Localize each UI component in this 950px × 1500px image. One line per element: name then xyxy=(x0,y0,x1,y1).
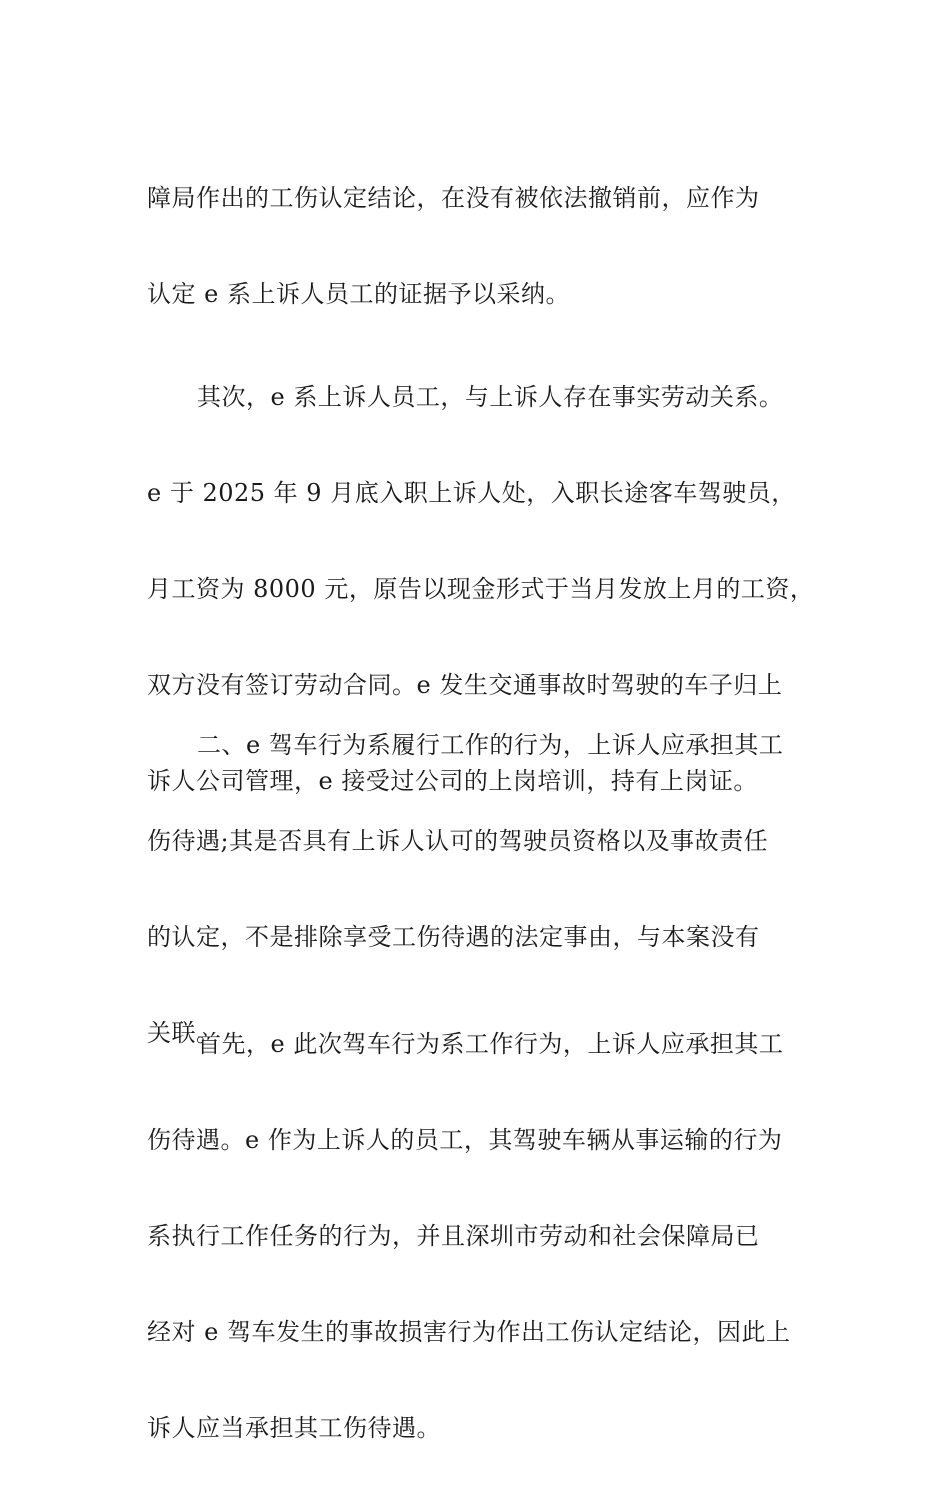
paragraph-line: 障局作出的工伤认定结论，在没有被依法撤销前，应作为 xyxy=(147,184,760,212)
paragraph-line: 其次，e 系上诉人员工，与上诉人存在事实劳动关系。 xyxy=(197,383,784,411)
paragraph-line: 的认定，不是排除享受工伤待遇的法定事由，与本案没有 xyxy=(147,923,760,951)
paragraph-line: 诉人公司管理，e 接受过公司的上岗培训，持有上岗证。 xyxy=(147,767,758,795)
paragraph-line: 首先，e 此次驾车行为系工作行为，上诉人应承担其工 xyxy=(197,1030,784,1058)
paragraph-line: 诉人应当承担其工伤待遇。 xyxy=(147,1414,441,1442)
paragraph-line: 系执行工作任务的行为，并且深圳市劳动和社会保障局已 xyxy=(147,1222,760,1250)
paragraph-line: 认定 e 系上诉人员工的证据予以采纳。 xyxy=(147,280,570,308)
paragraph-line: 伤待遇。e 作为上诉人的员工，其驾驶车辆从事运输的行为 xyxy=(147,1126,783,1154)
paragraph-line: 月工资为 8000 元，原告以现金形式于当月发放上月的工资， xyxy=(147,575,815,603)
paragraph-line: 经对 e 驾车发生的事故损害行为作出工伤认定结论，因此上 xyxy=(147,1318,791,1346)
paragraph-4 xyxy=(147,972,812,1500)
paragraph-line: e 于 2025 年 9 月底入职上诉人处，入职长途客车驾驶员， xyxy=(147,479,796,507)
paragraph-line: 伤待遇;其是否具有上诉人认可的驾驶员资格以及事故责任 xyxy=(147,827,769,855)
paragraph-line: 二、e 驾车行为系履行工作的行为，上诉人应承担其工 xyxy=(197,731,784,759)
paragraph-line: 关联。 xyxy=(147,1019,221,1047)
paragraph-line: 双方没有签订劳动合同。e 发生交通事故时驾驶的车子归上 xyxy=(147,671,783,699)
